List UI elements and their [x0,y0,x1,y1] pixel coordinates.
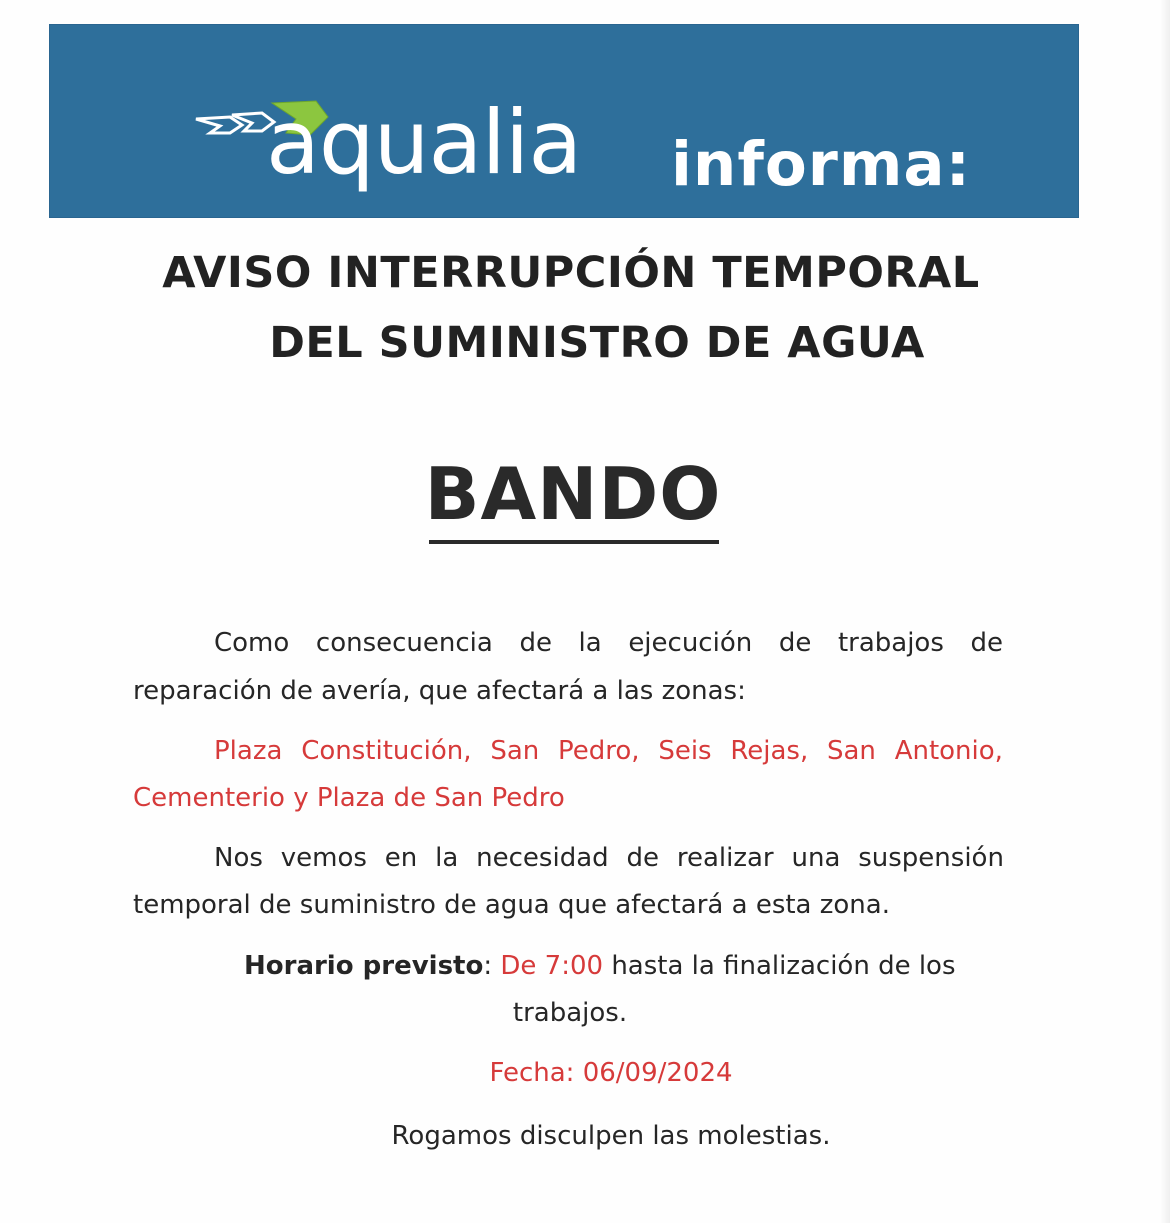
word: Antonio, [894,736,1003,766]
date-text: Fecha: 06/09/2024 [489,1058,733,1088]
aqualia-banner [49,24,1079,218]
schedule-line1 [244,953,956,979]
word: San [827,736,876,766]
word: necesidad [476,843,609,873]
schedule-label: Horario previsto [244,951,484,981]
word: Constitución, [301,736,472,766]
closing-text: Rogamos disculpen las molestias. [391,1121,831,1151]
word: vemos [280,843,367,873]
word: la [578,628,602,658]
schedule-line2: trabajos. [512,998,628,1028]
schedule-rest: hasta la finalización de los [611,951,956,981]
word: ejecución [628,628,753,658]
brand-name: aqualia [266,91,582,194]
word: Pedro, [558,736,640,766]
paragraph2-line2: temporal de suministro de agua que afectará a esta zona. [133,890,890,920]
word: la [435,843,459,873]
word: Como [214,628,290,658]
schedule-time: De 7:00 [500,951,604,981]
word: de [778,628,812,658]
word: San [490,736,540,766]
word: consecuencia [315,628,493,658]
word: Rejas, [730,736,809,766]
word: de [519,628,552,658]
word: trabajos [837,628,944,658]
page-edge-shadow [1160,0,1170,1223]
word: una [791,843,841,873]
word: Nos [214,843,263,873]
zones-line2: Cementerio y Plaza de San Pedro [133,783,565,813]
paragraph2-line1 [214,845,1004,871]
paragraph1-line2: reparación de avería, que afectará a las zonas: [133,676,746,706]
word: realizar [676,843,774,873]
notice-title-line2: DEL SUMINISTRO DE AGUA [269,318,925,368]
word: en [384,843,418,873]
word: Seis [658,736,712,766]
word: de [626,843,659,873]
bando-underline [429,540,719,544]
paragraph1-line1 [214,630,1003,656]
word: suspensión [858,843,1004,873]
brand-tagline: informa: [671,129,971,200]
word: de [970,628,1003,658]
schedule-colon: : [483,951,493,981]
word: Plaza [214,736,283,766]
zones-line1 [214,738,1003,764]
bando-heading: BANDO [424,452,722,536]
notice-title-line1: AVISO INTERRUPCIÓN TEMPORAL [162,248,980,298]
